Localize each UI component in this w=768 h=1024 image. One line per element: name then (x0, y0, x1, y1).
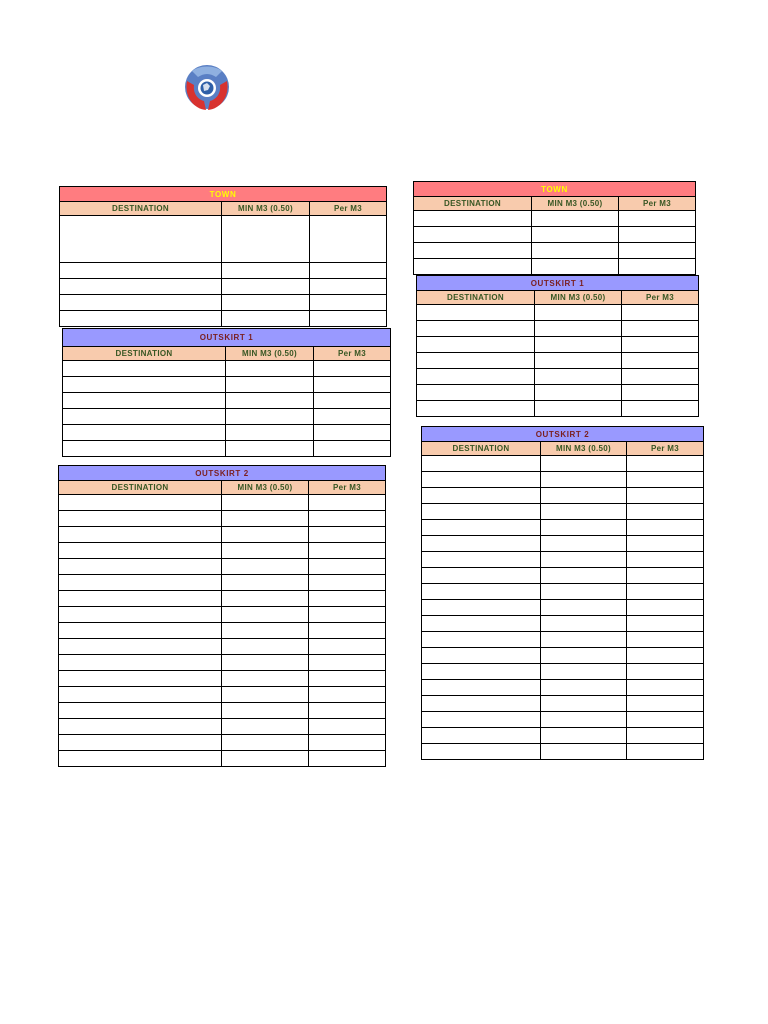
destination-cell[interactable] (422, 632, 541, 648)
destination-cell[interactable] (422, 504, 541, 520)
min-m3-header: MIN M3 (0.50) (222, 202, 310, 216)
min-m3-header: MIN M3 (0.50) (535, 291, 622, 305)
destination-cell[interactable] (422, 520, 541, 536)
min-m3-cell[interactable] (541, 472, 627, 488)
destination-cell[interactable] (422, 696, 541, 712)
table-row (59, 543, 386, 559)
destination-cell[interactable] (414, 227, 532, 243)
per-m3-cell[interactable] (622, 385, 699, 401)
left-town-rate-table (59, 186, 387, 327)
min-m3-cell[interactable] (541, 616, 627, 632)
destination-cell[interactable] (60, 311, 222, 327)
destination-header: DESTINATION (414, 197, 532, 211)
min-m3-cell[interactable] (222, 735, 309, 751)
per-m3-cell[interactable] (627, 600, 704, 616)
min-m3-cell[interactable] (222, 279, 310, 295)
per-m3-cell[interactable] (309, 639, 386, 655)
right-outskirt2-rate-table (421, 426, 704, 760)
destination-cell[interactable] (417, 401, 535, 417)
table-row (414, 243, 696, 259)
per-m3-header: Per M3 (619, 197, 696, 211)
table-row (422, 488, 704, 504)
min-m3-cell[interactable] (535, 369, 622, 385)
table-row (60, 279, 387, 295)
min-m3-cell[interactable] (226, 393, 314, 409)
per-m3-cell[interactable] (309, 735, 386, 751)
table-row (60, 263, 387, 279)
min-m3-cell[interactable] (222, 639, 309, 655)
per-m3-cell[interactable] (622, 337, 699, 353)
per-m3-header: Per M3 (309, 481, 386, 495)
per-m3-header: Per M3 (314, 347, 391, 361)
min-m3-cell[interactable] (541, 728, 627, 744)
min-m3-cell[interactable] (535, 337, 622, 353)
table-row (422, 744, 704, 760)
table-row (59, 527, 386, 543)
destination-cell[interactable] (417, 337, 535, 353)
min-m3-cell[interactable] (226, 361, 314, 377)
min-m3-cell[interactable] (222, 511, 309, 527)
table-row (414, 211, 696, 227)
per-m3-cell[interactable] (314, 409, 391, 425)
table-row (417, 401, 699, 417)
destination-header: DESTINATION (63, 347, 226, 361)
destination-cell[interactable] (59, 527, 222, 543)
min-m3-cell[interactable] (222, 623, 309, 639)
destination-cell[interactable] (60, 279, 222, 295)
destination-cell[interactable] (422, 568, 541, 584)
per-m3-cell[interactable] (627, 456, 704, 472)
per-m3-header: Per M3 (622, 291, 699, 305)
per-m3-cell[interactable] (310, 279, 387, 295)
per-m3-cell[interactable] (309, 559, 386, 575)
table-row (63, 361, 391, 377)
destination-cell[interactable] (422, 600, 541, 616)
destination-cell[interactable] (63, 377, 226, 393)
min-m3-cell[interactable] (532, 211, 619, 227)
per-m3-cell[interactable] (310, 311, 387, 327)
min-m3-cell[interactable] (226, 441, 314, 457)
destination-cell[interactable] (422, 648, 541, 664)
table-row (59, 607, 386, 623)
table-row (63, 393, 391, 409)
per-m3-cell[interactable] (627, 536, 704, 552)
destination-cell[interactable] (59, 671, 222, 687)
per-m3-cell[interactable] (309, 527, 386, 543)
destination-cell[interactable] (422, 728, 541, 744)
min-m3-cell[interactable] (222, 751, 309, 767)
per-m3-cell[interactable] (310, 216, 387, 263)
table-row (59, 575, 386, 591)
table-row (63, 441, 391, 457)
min-m3-cell[interactable] (226, 377, 314, 393)
min-m3-cell[interactable] (222, 543, 309, 559)
min-m3-cell[interactable] (541, 664, 627, 680)
per-m3-cell[interactable] (309, 655, 386, 671)
destination-cell[interactable] (422, 552, 541, 568)
destination-cell[interactable] (422, 664, 541, 680)
destination-cell[interactable] (414, 211, 532, 227)
min-m3-cell[interactable] (541, 696, 627, 712)
destination-cell[interactable] (59, 719, 222, 735)
table-row (60, 311, 387, 327)
per-m3-cell[interactable] (627, 488, 704, 504)
per-m3-cell[interactable] (309, 591, 386, 607)
min-m3-cell[interactable] (222, 607, 309, 623)
per-m3-header: Per M3 (310, 202, 387, 216)
destination-cell[interactable] (59, 511, 222, 527)
destination-cell[interactable] (59, 639, 222, 655)
per-m3-cell[interactable] (622, 369, 699, 385)
per-m3-cell[interactable] (627, 744, 704, 760)
min-m3-cell[interactable] (226, 425, 314, 441)
table-row (422, 504, 704, 520)
min-m3-cell[interactable] (222, 527, 309, 543)
destination-cell[interactable] (422, 712, 541, 728)
destination-cell[interactable] (422, 472, 541, 488)
table-row (59, 623, 386, 639)
min-m3-cell[interactable] (541, 568, 627, 584)
min-m3-cell[interactable] (226, 409, 314, 425)
table-row (422, 648, 704, 664)
table-row (422, 552, 704, 568)
table-row (59, 639, 386, 655)
per-m3-cell[interactable] (627, 648, 704, 664)
destination-cell[interactable] (63, 425, 226, 441)
destination-cell[interactable] (63, 441, 226, 457)
per-m3-cell[interactable] (309, 575, 386, 591)
per-m3-cell[interactable] (309, 671, 386, 687)
table-row (417, 369, 699, 385)
table-row (417, 321, 699, 337)
destination-header: DESTINATION (422, 442, 541, 456)
destination-cell[interactable] (414, 259, 532, 275)
right-outskirt1-rate-table (416, 275, 699, 417)
per-m3-cell[interactable] (314, 377, 391, 393)
table-row (59, 687, 386, 703)
destination-cell[interactable] (422, 536, 541, 552)
min-m3-cell[interactable] (222, 591, 309, 607)
min-m3-cell[interactable] (222, 687, 309, 703)
destination-cell[interactable] (59, 543, 222, 559)
per-m3-cell[interactable] (314, 393, 391, 409)
destination-header: DESTINATION (60, 202, 222, 216)
per-m3-cell[interactable] (627, 520, 704, 536)
table-row (59, 495, 386, 511)
table-row (63, 409, 391, 425)
min-m3-cell[interactable] (535, 401, 622, 417)
per-m3-cell[interactable] (314, 441, 391, 457)
min-m3-cell[interactable] (541, 600, 627, 616)
per-m3-cell[interactable] (627, 632, 704, 648)
min-m3-cell[interactable] (541, 536, 627, 552)
table-row (422, 536, 704, 552)
min-m3-cell[interactable] (222, 655, 309, 671)
min-m3-cell[interactable] (541, 712, 627, 728)
destination-cell[interactable] (422, 456, 541, 472)
per-m3-cell[interactable] (309, 511, 386, 527)
table-row (59, 735, 386, 751)
destination-cell[interactable] (417, 385, 535, 401)
destination-cell[interactable] (59, 495, 222, 511)
destination-cell[interactable] (417, 321, 535, 337)
destination-cell[interactable] (59, 687, 222, 703)
destination-cell[interactable] (59, 623, 222, 639)
left-outskirt2-rate-table (58, 465, 386, 767)
per-m3-cell[interactable] (622, 305, 699, 321)
destination-cell[interactable] (414, 243, 532, 259)
min-m3-cell[interactable] (222, 671, 309, 687)
per-m3-cell[interactable] (622, 353, 699, 369)
min-m3-cell[interactable] (541, 504, 627, 520)
min-m3-cell[interactable] (535, 385, 622, 401)
table-row (422, 568, 704, 584)
table-row (422, 664, 704, 680)
min-m3-cell[interactable] (222, 703, 309, 719)
per-m3-cell[interactable] (309, 607, 386, 623)
table-row (422, 456, 704, 472)
min-m3-cell[interactable] (541, 456, 627, 472)
per-m3-cell[interactable] (309, 623, 386, 639)
table-row (59, 559, 386, 575)
destination-cell[interactable] (63, 393, 226, 409)
min-m3-cell[interactable] (541, 584, 627, 600)
table-row (417, 353, 699, 369)
table-row (59, 671, 386, 687)
table-row (60, 216, 387, 263)
per-m3-cell[interactable] (619, 227, 696, 243)
destination-cell[interactable] (60, 263, 222, 279)
min-m3-cell[interactable] (535, 305, 622, 321)
per-m3-cell[interactable] (309, 495, 386, 511)
destination-cell[interactable] (422, 584, 541, 600)
destination-cell[interactable] (63, 361, 226, 377)
table-title: OUTSKIRT 1 (417, 276, 699, 291)
per-m3-cell[interactable] (314, 425, 391, 441)
table-title: OUTSKIRT 1 (63, 329, 391, 347)
table-row (422, 520, 704, 536)
destination-cell[interactable] (422, 744, 541, 760)
table-row (59, 719, 386, 735)
per-m3-cell[interactable] (627, 552, 704, 568)
per-m3-cell[interactable] (309, 719, 386, 735)
destination-cell[interactable] (422, 488, 541, 504)
min-m3-cell[interactable] (535, 321, 622, 337)
per-m3-cell[interactable] (310, 263, 387, 279)
min-m3-cell[interactable] (222, 575, 309, 591)
per-m3-header: Per M3 (627, 442, 704, 456)
min-m3-cell[interactable] (222, 495, 309, 511)
per-m3-cell[interactable] (622, 401, 699, 417)
destination-cell[interactable] (59, 655, 222, 671)
table-title: TOWN (414, 182, 696, 197)
per-m3-cell[interactable] (309, 751, 386, 767)
per-m3-cell[interactable] (619, 259, 696, 275)
table-row (59, 703, 386, 719)
per-m3-cell[interactable] (627, 664, 704, 680)
min-m3-cell[interactable] (222, 719, 309, 735)
per-m3-cell[interactable] (627, 680, 704, 696)
table-row (59, 511, 386, 527)
per-m3-cell[interactable] (627, 712, 704, 728)
per-m3-cell[interactable] (314, 361, 391, 377)
table-row (59, 751, 386, 767)
min-m3-cell[interactable] (222, 216, 310, 263)
per-m3-cell[interactable] (627, 584, 704, 600)
per-m3-cell[interactable] (310, 295, 387, 311)
table-row (417, 305, 699, 321)
destination-cell[interactable] (60, 216, 222, 263)
destination-cell[interactable] (417, 353, 535, 369)
min-m3-header: MIN M3 (0.50) (532, 197, 619, 211)
table-row (422, 696, 704, 712)
destination-cell[interactable] (59, 751, 222, 767)
min-m3-cell[interactable] (222, 559, 309, 575)
destination-cell[interactable] (59, 735, 222, 751)
left-outskirt1-rate-table (62, 328, 391, 457)
table-row (422, 728, 704, 744)
table-row (417, 385, 699, 401)
table-title: TOWN (60, 187, 387, 202)
table-row (422, 616, 704, 632)
destination-header: DESTINATION (417, 291, 535, 305)
table-row (422, 600, 704, 616)
min-m3-cell[interactable] (541, 488, 627, 504)
per-m3-cell[interactable] (627, 568, 704, 584)
table-row (59, 655, 386, 671)
table-row (60, 295, 387, 311)
min-m3-header: MIN M3 (0.50) (541, 442, 627, 456)
table-row (417, 337, 699, 353)
destination-cell[interactable] (59, 591, 222, 607)
per-m3-cell[interactable] (309, 687, 386, 703)
min-m3-cell[interactable] (222, 295, 310, 311)
per-m3-cell[interactable] (622, 321, 699, 337)
per-m3-cell[interactable] (619, 211, 696, 227)
per-m3-cell[interactable] (627, 728, 704, 744)
min-m3-header: MIN M3 (0.50) (222, 481, 309, 495)
table-row (422, 584, 704, 600)
min-m3-cell[interactable] (541, 680, 627, 696)
right-town-rate-table (413, 181, 696, 275)
table-row (414, 227, 696, 243)
min-m3-cell[interactable] (541, 648, 627, 664)
destination-cell[interactable] (59, 559, 222, 575)
min-m3-cell[interactable] (541, 520, 627, 536)
min-m3-cell[interactable] (222, 311, 310, 327)
per-m3-cell[interactable] (627, 472, 704, 488)
table-title: OUTSKIRT 2 (59, 466, 386, 481)
min-m3-header: MIN M3 (0.50) (226, 347, 314, 361)
min-m3-cell[interactable] (532, 259, 619, 275)
per-m3-cell[interactable] (627, 504, 704, 520)
table-title: OUTSKIRT 2 (422, 427, 704, 442)
per-m3-cell[interactable] (309, 543, 386, 559)
table-row (414, 259, 696, 275)
per-m3-cell[interactable] (619, 243, 696, 259)
per-m3-cell[interactable] (627, 696, 704, 712)
min-m3-cell[interactable] (222, 263, 310, 279)
min-m3-cell[interactable] (535, 353, 622, 369)
destination-cell[interactable] (417, 305, 535, 321)
destination-cell[interactable] (63, 409, 226, 425)
destination-header: DESTINATION (59, 481, 222, 495)
min-m3-cell[interactable] (541, 552, 627, 568)
destination-cell[interactable] (59, 703, 222, 719)
table-row (63, 377, 391, 393)
destination-cell[interactable] (417, 369, 535, 385)
table-row (422, 712, 704, 728)
destination-cell[interactable] (60, 295, 222, 311)
min-m3-cell[interactable] (532, 243, 619, 259)
destination-cell[interactable] (59, 575, 222, 591)
table-row (59, 591, 386, 607)
destination-cell[interactable] (422, 680, 541, 696)
table-row (63, 425, 391, 441)
per-m3-cell[interactable] (309, 703, 386, 719)
min-m3-cell[interactable] (532, 227, 619, 243)
destination-cell[interactable] (422, 616, 541, 632)
company-logo-icon (184, 63, 230, 111)
per-m3-cell[interactable] (627, 616, 704, 632)
table-row (422, 472, 704, 488)
table-row (422, 632, 704, 648)
min-m3-cell[interactable] (541, 632, 627, 648)
min-m3-cell[interactable] (541, 744, 627, 760)
table-row (422, 680, 704, 696)
destination-cell[interactable] (59, 607, 222, 623)
